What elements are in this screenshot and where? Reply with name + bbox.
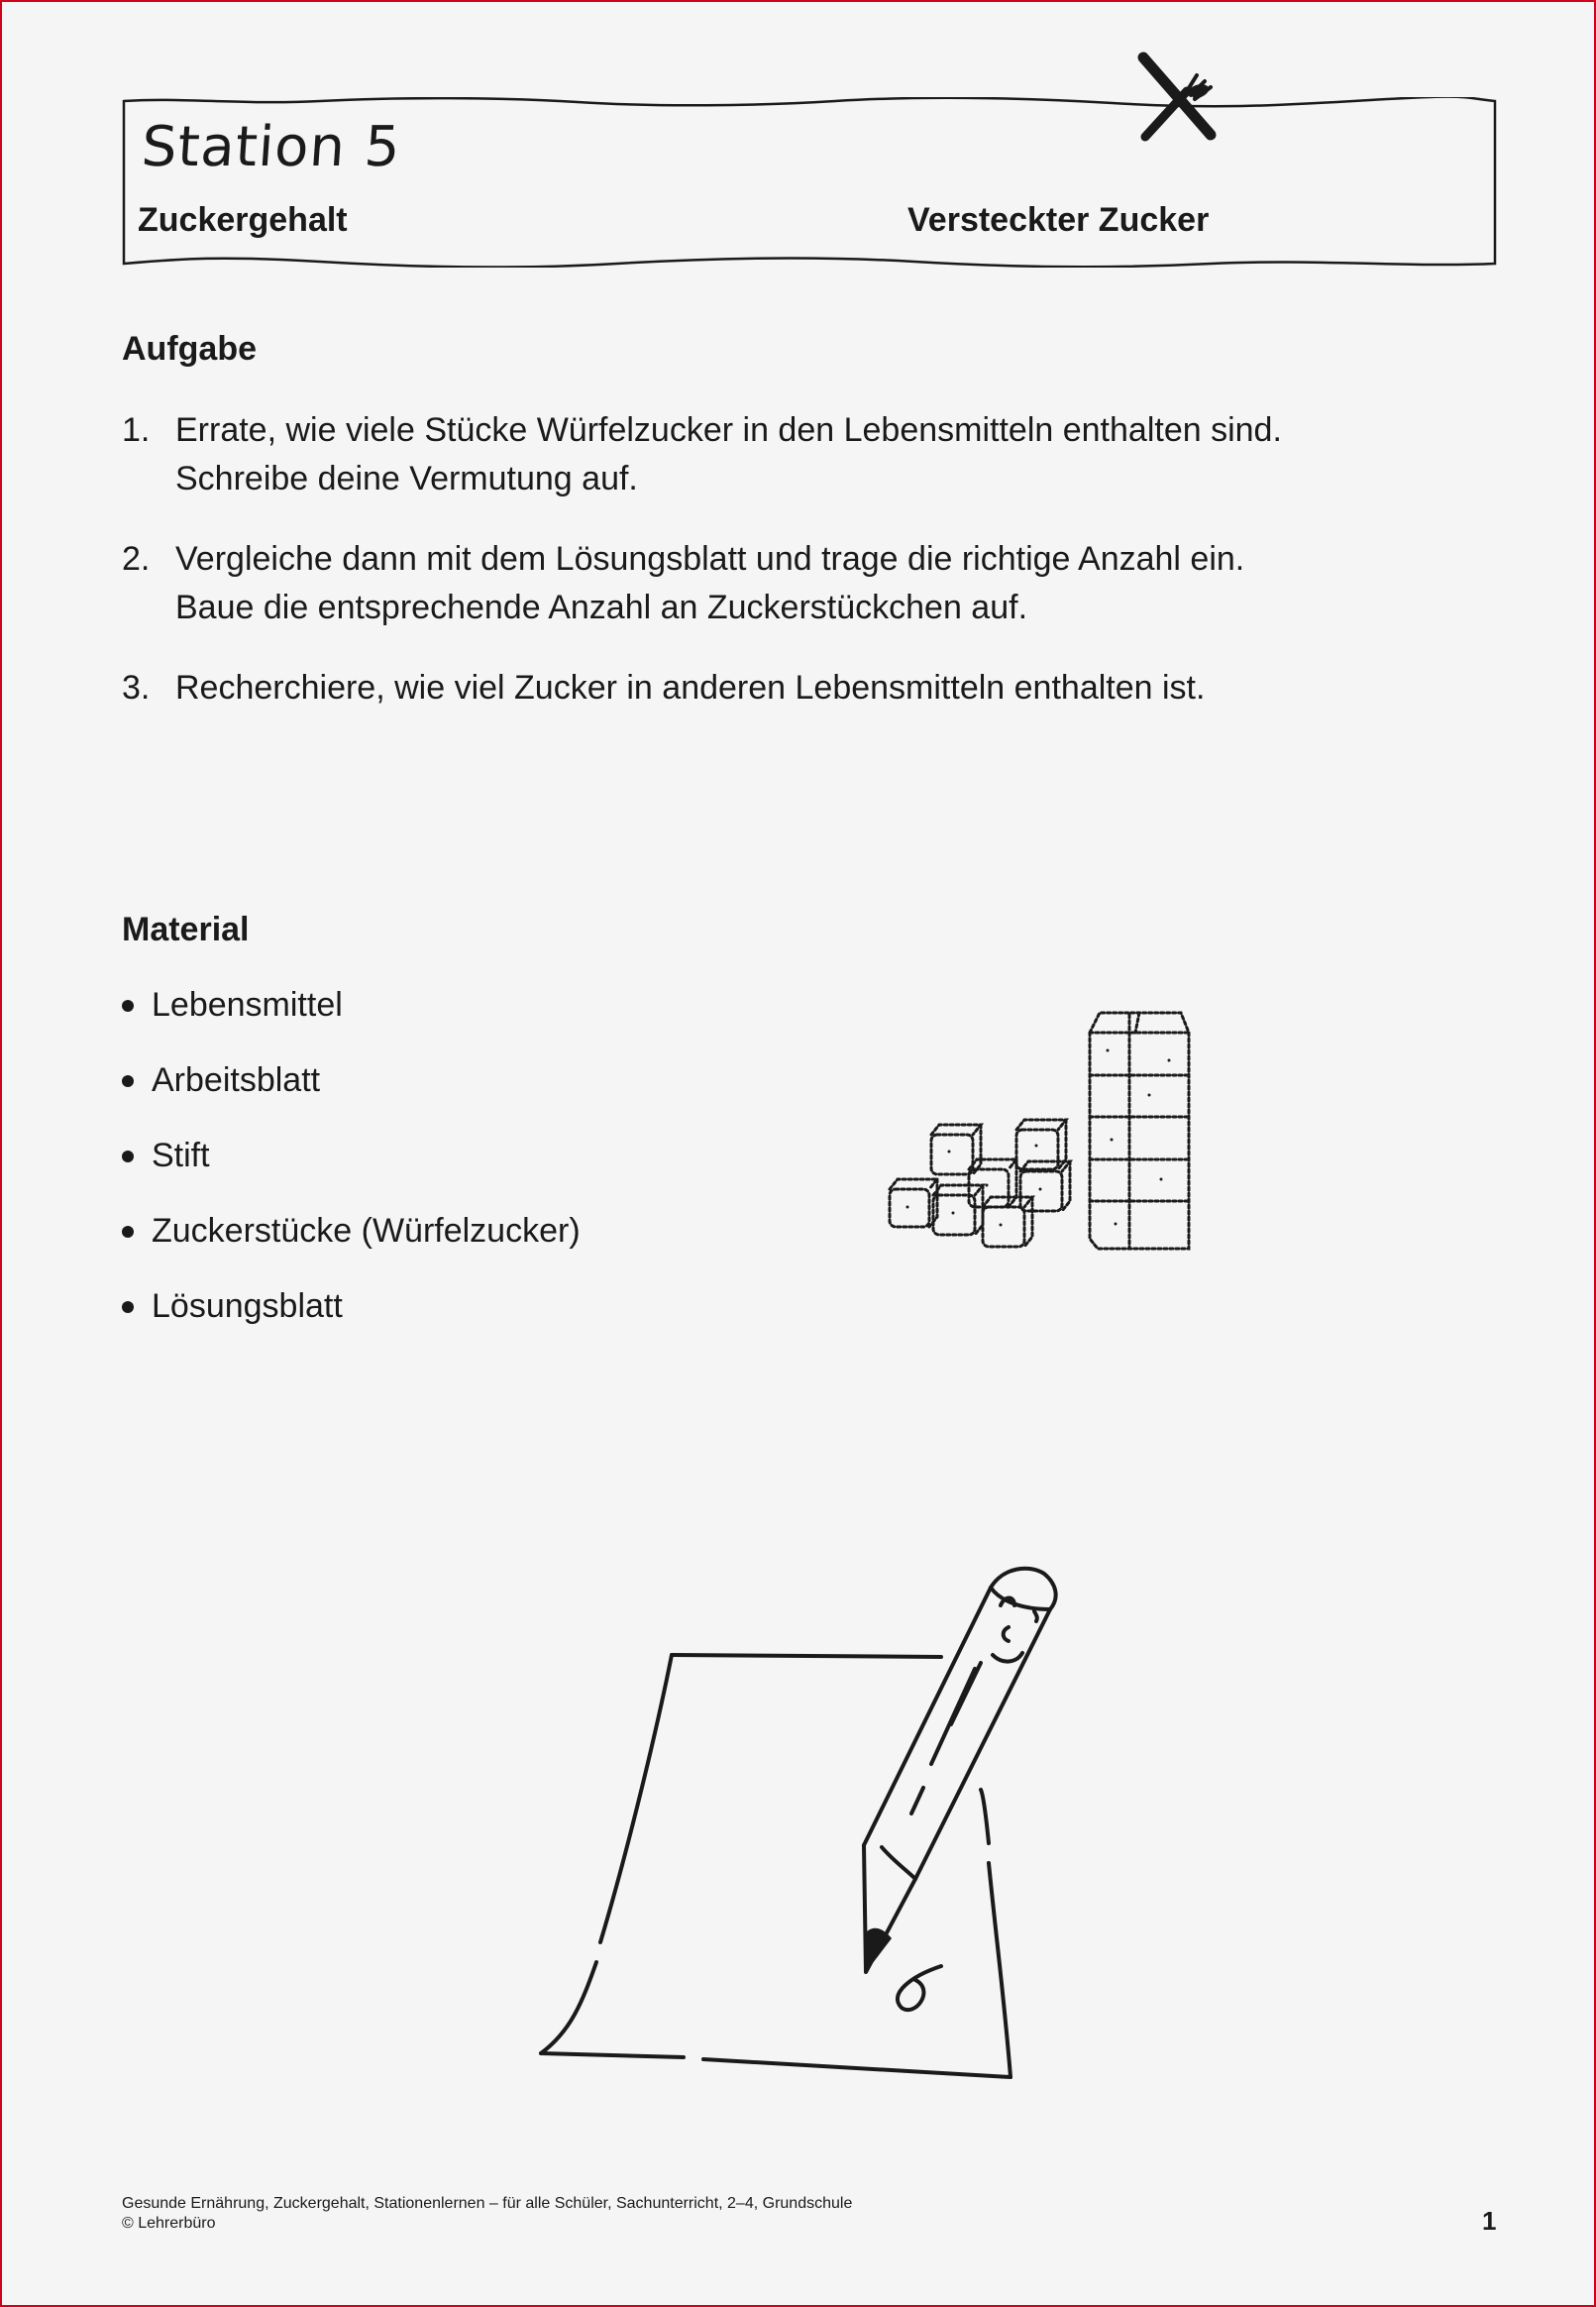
footer-text: [122, 2194, 852, 2234]
task-item: [122, 406, 1410, 503]
station-title: Station 5: [139, 115, 403, 179]
task-item: [122, 535, 1410, 632]
pencil-writing-illustration: [535, 1566, 1090, 2081]
material-label: Lösungsblatt: [152, 1287, 343, 1325]
material-item: [122, 1056, 581, 1132]
footer-copyright: © Lehrerbüro: [122, 2215, 216, 2232]
bullet-icon: [122, 1226, 134, 1238]
task-text: Recherchiere, wie viel Zucker in anderen Lebensmitteln enthalten ist.: [175, 669, 1206, 707]
task-number: 3.: [122, 669, 151, 707]
page-number: 1: [1482, 2206, 1497, 2236]
cutlery-icon: [1129, 52, 1224, 147]
task-number: 2.: [122, 540, 151, 578]
material-item: [122, 1282, 581, 1358]
material-item: [122, 1207, 581, 1282]
task-text: Vergleiche dann mit dem Lösungsblatt und trage die richtige Anzahl ein.: [175, 540, 1245, 578]
material-label: Lebensmittel: [152, 986, 343, 1024]
bullet-icon: [122, 1000, 134, 1012]
topic-label: Zuckergehalt: [138, 201, 348, 239]
material-item: [122, 981, 581, 1056]
subtopic-label: Versteckter Zucker: [907, 201, 1210, 239]
bullet-icon: [122, 1301, 134, 1313]
material-label: Arbeitsblatt: [152, 1061, 321, 1099]
material-label: Zuckerstücke (Würfelzucker): [152, 1212, 581, 1250]
task-heading: Aufgabe: [122, 330, 257, 368]
task-text: Schreibe deine Vermutung auf.: [175, 460, 638, 497]
bullet-icon: [122, 1151, 134, 1162]
task-number: 1.: [122, 411, 151, 449]
task-text: Baue die entsprechende Anzahl an Zuckerstückchen auf.: [175, 589, 1028, 626]
material-heading: Material: [122, 911, 250, 948]
sugar-cubes-illustration: [882, 1001, 1209, 1259]
station-header: [122, 97, 1497, 264]
task-text: Errate, wie viele Stücke Würfelzucker in den Lebensmitteln enthalten sind.: [175, 411, 1282, 449]
material-label: Stift: [152, 1137, 210, 1174]
material-list: [122, 981, 581, 1358]
task-item: [122, 664, 1410, 713]
footer-line: Gesunde Ernährung, Zuckergehalt, Stationenlernen – für alle Schüler, Sachunterricht, 2–4, Grundschule: [122, 2195, 853, 2212]
task-list: [122, 406, 1410, 744]
bullet-icon: [122, 1075, 134, 1087]
material-item: [122, 1132, 581, 1207]
